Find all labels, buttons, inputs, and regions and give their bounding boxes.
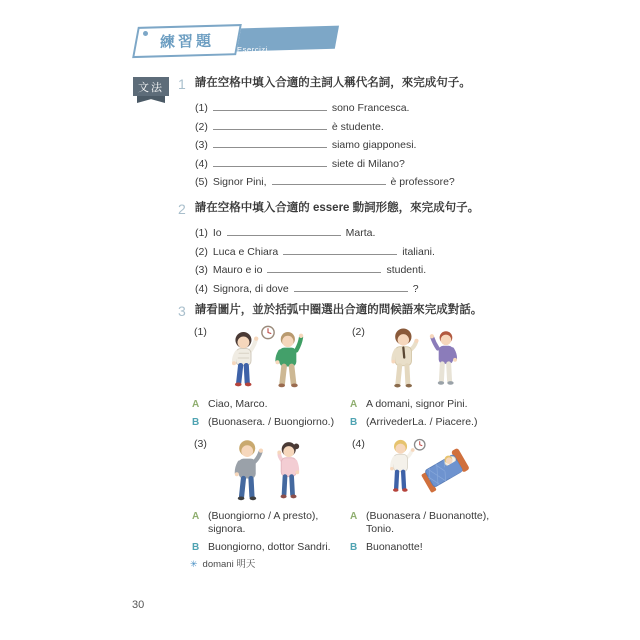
answer-blank <box>267 263 381 273</box>
exercise-2-header <box>178 201 512 216</box>
item-number: (2) <box>195 120 208 133</box>
item-text-before: Mauro e io <box>212 264 263 276</box>
exercise-1 <box>178 76 512 194</box>
man-in-purple-jacket <box>430 331 457 384</box>
section-banner <box>133 24 343 66</box>
answer-blank <box>213 120 327 130</box>
speaker-a-label: A <box>350 398 358 410</box>
man-in-suit <box>391 329 418 388</box>
exercise-number: 3 <box>178 303 186 319</box>
exercise-item <box>195 138 512 151</box>
dialogue-line-a <box>350 510 508 536</box>
item-number: (3) <box>195 139 208 151</box>
exercise-item <box>195 120 512 133</box>
item-text-after: Marta. <box>345 227 376 239</box>
dialogue-text: A domani, signor Pini. <box>366 398 468 410</box>
footnote-text: domani 明天 <box>202 559 256 570</box>
dialogue-4 <box>350 436 508 554</box>
illustration-two-friends-waving-with-clock <box>216 324 320 392</box>
dialogue-text: Ciao, Marco. <box>208 398 268 410</box>
item-number: (1) <box>195 102 208 114</box>
dialogue-line-a <box>192 398 344 411</box>
answer-blank <box>213 157 327 167</box>
section-subtitle: Esercizi <box>237 45 269 54</box>
dialogue-line-b <box>192 541 344 554</box>
item-text-before: Signor Pini, <box>212 176 267 188</box>
dialogue-3-figure <box>192 436 344 505</box>
answer-blank <box>283 245 397 255</box>
dialogue-line-b <box>192 416 344 429</box>
item-text-before: Luca e Chiara <box>212 245 279 258</box>
dialogue-line-a <box>350 398 508 411</box>
man-waving <box>275 332 303 387</box>
man-in-gray-sweater <box>235 440 263 500</box>
grammar-badge <box>133 77 169 103</box>
dialogue-1-figure <box>192 324 344 393</box>
item-text-before: Io <box>212 227 222 239</box>
answer-blank <box>272 175 386 185</box>
dialogue-text: (ArrivederLa. / Piacere.) <box>366 416 478 429</box>
exercise-item <box>195 245 512 258</box>
item-text-before: Signora, di dove <box>212 282 289 295</box>
dialogue-text: (Buonasera. / Buongiorno.) <box>208 416 335 429</box>
dialogue-text: Buongiorno, dottor Sandri. <box>208 541 331 554</box>
exercise-title: 請看圖片，並於括弧中圈選出合適的問候語來完成對話。 <box>194 304 483 316</box>
grammar-badge-label: 文法 <box>133 77 169 96</box>
item-number: (4) <box>195 282 208 295</box>
bed-with-child <box>418 448 470 493</box>
illustration-goodnight-child-in-bed <box>374 436 482 504</box>
exercise-1-items <box>195 101 512 188</box>
person-standing <box>390 440 414 492</box>
ribbon-fold-icon <box>137 96 165 103</box>
dialogue-2 <box>350 324 508 429</box>
exercise-1-header <box>178 76 512 91</box>
item-text-after: studenti. <box>386 264 427 276</box>
dialogue-text: Buonanotte! <box>366 541 423 554</box>
clock-icon <box>262 326 274 338</box>
item-text-after: è studente. <box>331 120 384 133</box>
section-title: 練習題 <box>159 32 215 52</box>
footnote-star-icon: ✳ <box>190 559 198 569</box>
exercise-2-items <box>195 226 512 295</box>
speaker-b-label: B <box>350 541 358 553</box>
speaker-b-label: B <box>192 541 200 553</box>
dialogue-line-b <box>350 541 508 554</box>
answer-blank <box>294 282 408 292</box>
dialogue-text: (Buonasera / Buonanotte), Tonio. <box>366 510 490 536</box>
answer-blank <box>213 138 327 148</box>
item-text-after: è professore? <box>390 176 455 188</box>
speaker-a-label: A <box>192 510 200 522</box>
exercise-3 <box>178 303 512 318</box>
item-number: (1) <box>195 227 208 239</box>
answer-blank <box>227 226 341 236</box>
exercise-item <box>195 263 512 276</box>
exercise-item <box>195 101 512 114</box>
exercise-item <box>195 226 512 239</box>
speaker-b-label: B <box>192 416 200 428</box>
item-text-after: sono Francesca. <box>331 102 410 114</box>
page-number: 30 <box>132 599 145 611</box>
dialogue-2-figure <box>350 324 508 393</box>
exercise-2 <box>178 201 512 300</box>
dialogue-line-a <box>192 510 344 536</box>
item-text-after: siete di Milano? <box>331 157 405 170</box>
footnote <box>190 556 255 570</box>
dialogue-4-figure <box>350 436 508 505</box>
woman-waving <box>232 332 258 386</box>
woman-in-pink-jacket <box>277 442 299 498</box>
dialogue-3 <box>192 436 344 554</box>
pin-dot-icon <box>143 31 148 36</box>
exercise-item <box>195 175 512 188</box>
dialogue-text: (Buongiorno / A presto), signora. <box>208 510 319 536</box>
exercise-item <box>195 157 512 170</box>
dialogue-number: (3) <box>194 438 207 450</box>
item-number: (4) <box>195 157 208 170</box>
exercise-number: 1 <box>178 76 186 92</box>
illustration-two-men-waving-goodbye <box>374 324 478 392</box>
dialogue-1 <box>192 324 344 429</box>
banner-tab <box>132 24 242 58</box>
item-text-after: ? <box>412 282 419 295</box>
speaker-a-label: A <box>192 398 200 410</box>
item-number: (5) <box>195 176 208 188</box>
clock-icon <box>414 439 424 449</box>
exercise-number: 2 <box>178 201 186 217</box>
dialogue-number: (2) <box>352 326 365 338</box>
dialogue-number: (1) <box>194 326 207 338</box>
exercise-title: 請在空格中填入合適的 essere 動詞形態，來完成句子。 <box>194 202 480 214</box>
dialogue-line-b <box>350 416 508 429</box>
exercise-title: 請在空格中填入合適的主詞人稱代名詞，來完成句子。 <box>194 77 471 89</box>
item-number: (2) <box>195 245 208 258</box>
speaker-b-label: B <box>350 416 358 428</box>
answer-blank <box>213 101 327 111</box>
dialogue-number: (4) <box>352 438 365 450</box>
illustration-man-greeting-woman <box>216 436 320 504</box>
speaker-a-label: A <box>350 510 358 522</box>
item-text-after: siamo giapponesi. <box>331 139 417 151</box>
item-number: (3) <box>195 264 208 276</box>
exercise-3-header <box>178 303 512 318</box>
item-text-after: italiani. <box>402 245 435 258</box>
exercise-item <box>195 282 512 295</box>
